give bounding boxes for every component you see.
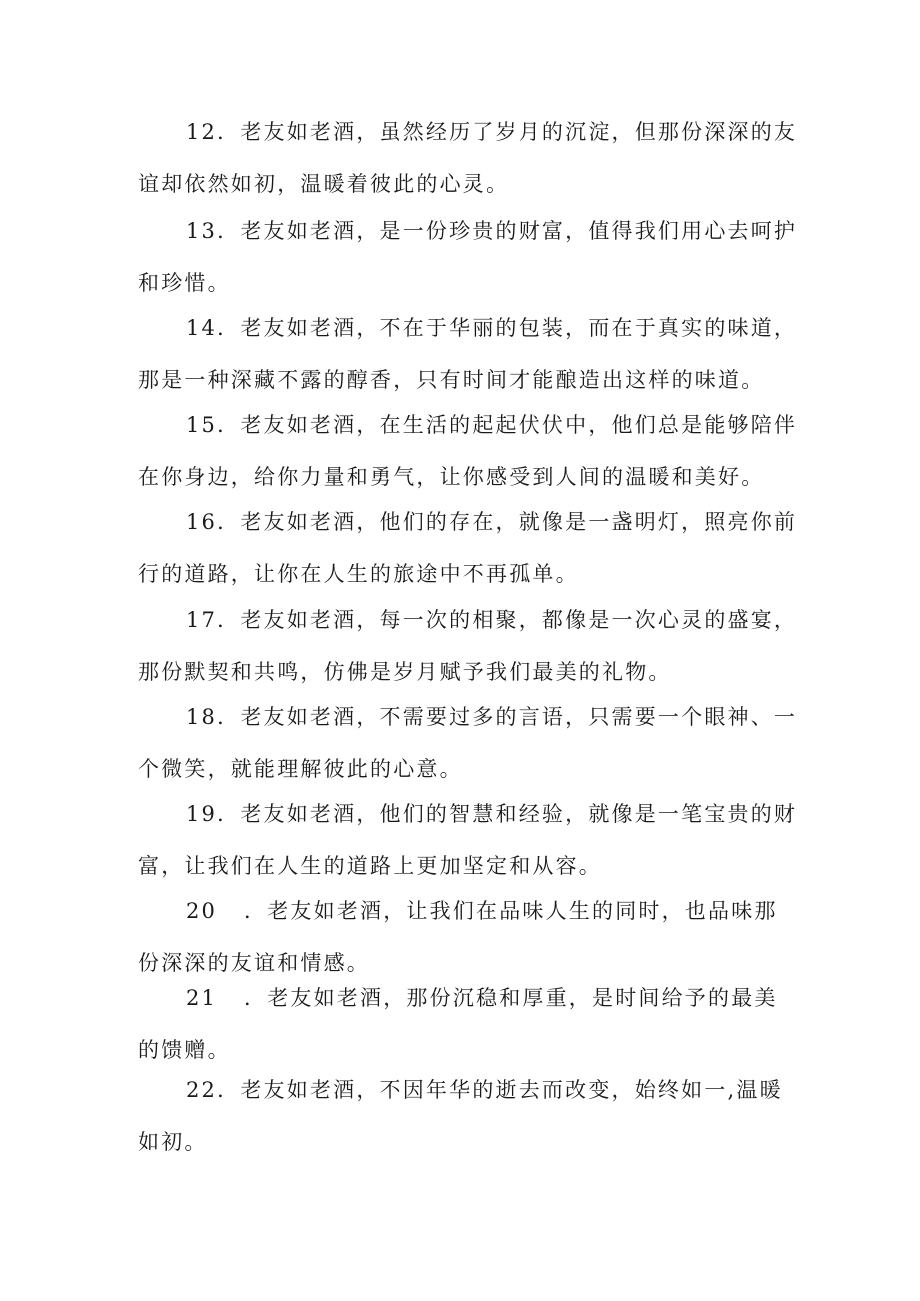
item-first-line xyxy=(138,302,798,354)
item-continuation-line: 那是一种深藏不露的醇香，只有时间才能酿造出这样的味道。 xyxy=(138,368,765,392)
item-text: ．老友如老酒，在生活的起起伏伏中，他们总是能够陪伴 xyxy=(217,413,798,437)
item-first-line xyxy=(138,788,798,840)
list-item xyxy=(138,399,798,503)
list-item xyxy=(138,106,798,210)
item-text: ．老友如老酒，让我们在品味人生的同时，也品味那 xyxy=(244,899,778,923)
item-continuation-line: 如初。 xyxy=(138,1130,208,1154)
item-continuation-line: 富，让我们在人生的道路上更加坚定和从容。 xyxy=(138,854,602,878)
item-continuation-line: 在你身边，给你力量和勇气，让你感受到人间的温暖和美好。 xyxy=(138,465,765,489)
item-first-line xyxy=(138,399,798,451)
item-continuation-line: 的馈赠。 xyxy=(138,1038,231,1062)
item-continuation-line: 和珍惜。 xyxy=(138,271,231,295)
item-text: ．老友如老酒，不需要过多的言语，只需要一个眼神、一 xyxy=(217,705,798,729)
item-text: ．老友如老酒，不因年华的逝去而改变，始终如一,温暖 xyxy=(217,1078,783,1102)
item-number: 16 xyxy=(186,510,218,534)
item-number: 22 xyxy=(186,1078,218,1102)
item-text: ．老友如老酒，他们的存在，就像是一盏明灯，照亮你前 xyxy=(217,510,798,534)
item-first-line xyxy=(138,691,798,743)
item-continuation-line: 个微笑，就能理解彼此的心意。 xyxy=(138,757,463,781)
list-item xyxy=(138,496,798,600)
item-first-line xyxy=(138,205,798,257)
item-text: ．老友如老酒，每一次的相聚，都像是一次心灵的盛宴， xyxy=(217,608,798,632)
item-number: 15 xyxy=(186,413,218,437)
list-item xyxy=(138,788,798,892)
item-first-line xyxy=(138,885,798,937)
item-first-line xyxy=(138,496,798,548)
item-number: 18 xyxy=(186,705,218,729)
item-number: 19 xyxy=(186,802,218,826)
item-number: 20 xyxy=(186,899,218,923)
item-text: ．老友如老酒，是一份珍贵的财富，值得我们用心去呵护 xyxy=(217,219,798,243)
item-continuation-line: 那份默契和共鸣，仿佛是岁月赋予我们最美的礼物。 xyxy=(138,660,672,684)
list-item xyxy=(138,691,798,795)
item-text: ．老友如老酒，不在于华丽的包装，而在于真实的味道， xyxy=(217,316,798,340)
item-number: 21 xyxy=(186,986,218,1010)
item-first-line xyxy=(138,972,798,1024)
item-first-line xyxy=(138,594,798,646)
item-number: 17 xyxy=(186,608,218,632)
item-number: 12 xyxy=(186,120,218,144)
item-continuation-line: 谊却依然如初，温暖着彼此的心灵。 xyxy=(138,172,510,196)
list-item xyxy=(138,302,798,406)
item-number: 14 xyxy=(186,316,218,340)
list-item xyxy=(138,1064,798,1168)
list-item xyxy=(138,205,798,309)
item-first-line xyxy=(138,1064,798,1116)
item-continuation-line: 行的道路，让你在人生的旅途中不再孤单。 xyxy=(138,562,579,586)
item-text: ．老友如老酒，那份沉稳和厚重，是时间给予的最美 xyxy=(244,986,778,1010)
list-item xyxy=(138,972,798,1076)
item-first-line xyxy=(138,106,798,158)
item-number: 13 xyxy=(186,219,218,243)
list-item xyxy=(138,594,798,698)
item-text: ．老友如老酒，他们的智慧和经验，就像是一笔宝贵的财 xyxy=(217,802,798,826)
item-text: ．老友如老酒，虽然经历了岁月的沉淀，但那份深深的友 xyxy=(217,120,798,144)
item-continuation-line: 份深深的友谊和情感。 xyxy=(138,951,370,975)
